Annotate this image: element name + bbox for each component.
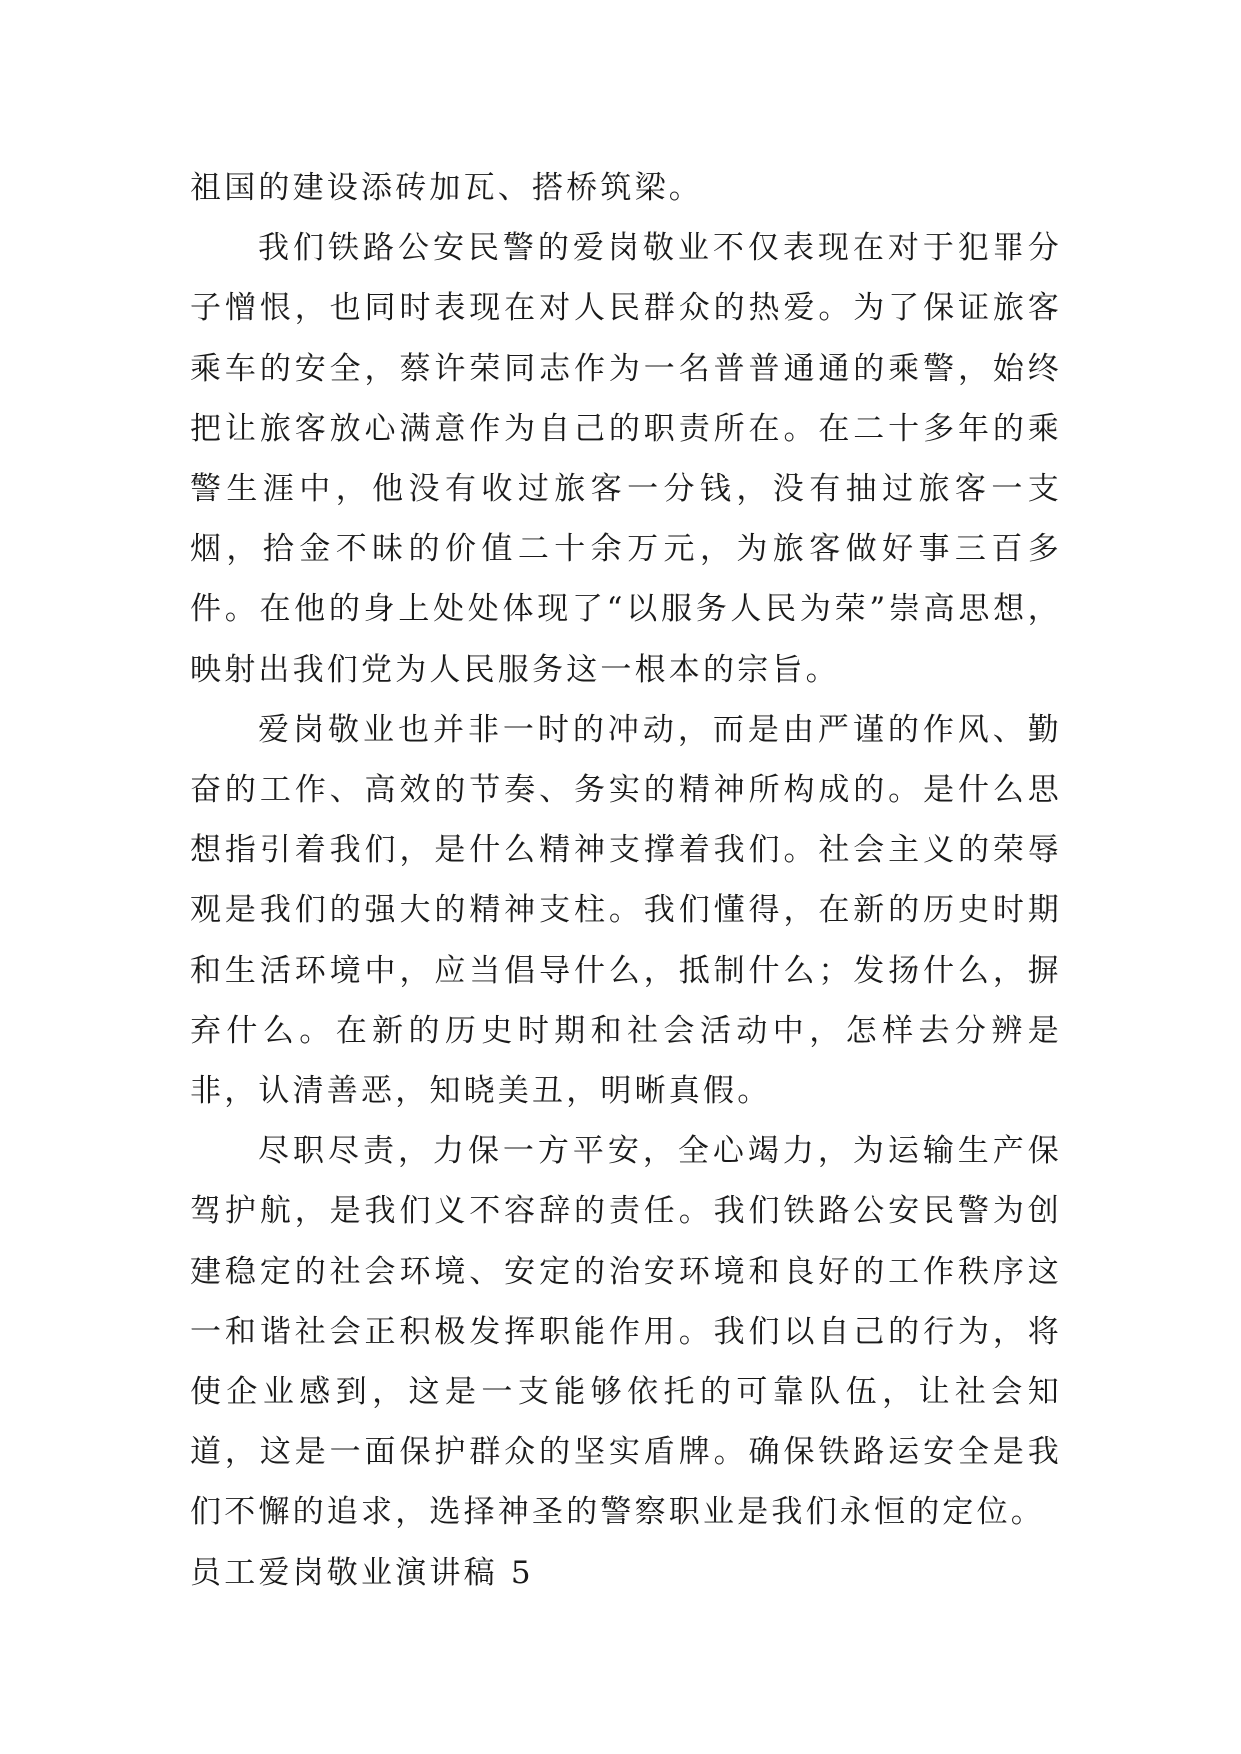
paragraph-dedication: 爱岗敬业也并非一时的冲动，而是由严谨的作风、勤奋的工作、高效的节奏、务实的精神所构成的。是什么思想指引着我们，是什么精神支撑着我们。社会主义的荣辱观是我们的强大的精神支柱。我们懂得，在新的历史时期和生活环境中，应当倡导什么，抵制什么；发扬什么，摒弃什么。在新的历史时期和社会活动中，怎样去分辨是非，认清善恶，知晓美丑，明晰真假。 [190,711,1062,1110]
paragraph-responsibility: 尽职尽责，力保一方平安，全心竭力，为运输生产保驾护航，是我们义不容辞的责任。我们铁路公安民警为创建稳定的社会环境、安定的治安环境和良好的工作秩序这一和谐社会正积极发挥职能作用。我们以自己的行为，将使企业感到，这是一支能够依托的可靠队伍，让社会知道，这是一面保护群众的坚实盾牌。确保铁路运安全是我们不懈的追求，选择神圣的警察职业是我们永恒的定位。 [190,1133,1062,1531]
section-heading: 员工爱岗敬业演讲稿 5 [190,1554,534,1591]
paragraph-continuation: 祖国的建设添砖加瓦、搭桥筑梁。 [190,170,703,206]
document-body [190,158,1062,1603]
paragraph-railway-police: 我们铁路公安民警的爱岗敬业不仅表现在对于犯罪分子憎恨，也同时表现在对人民群众的热爱。为了保证旅客乘车的安全，蔡许荣同志作为一名普普通通的乘警，始终把让旅客放心满意作为自己的职责所在。在二十多年的乘警生涯中，他没有收过旅客一分钱，没有抽过旅客一支烟，拾金不昧的价值二十余万元，为旅客做好事三百多件。在他的身上处处体现了“以服务人民为荣”崇高思想，映射出我们党为人民服务这一根本的宗旨。 [190,230,1062,688]
